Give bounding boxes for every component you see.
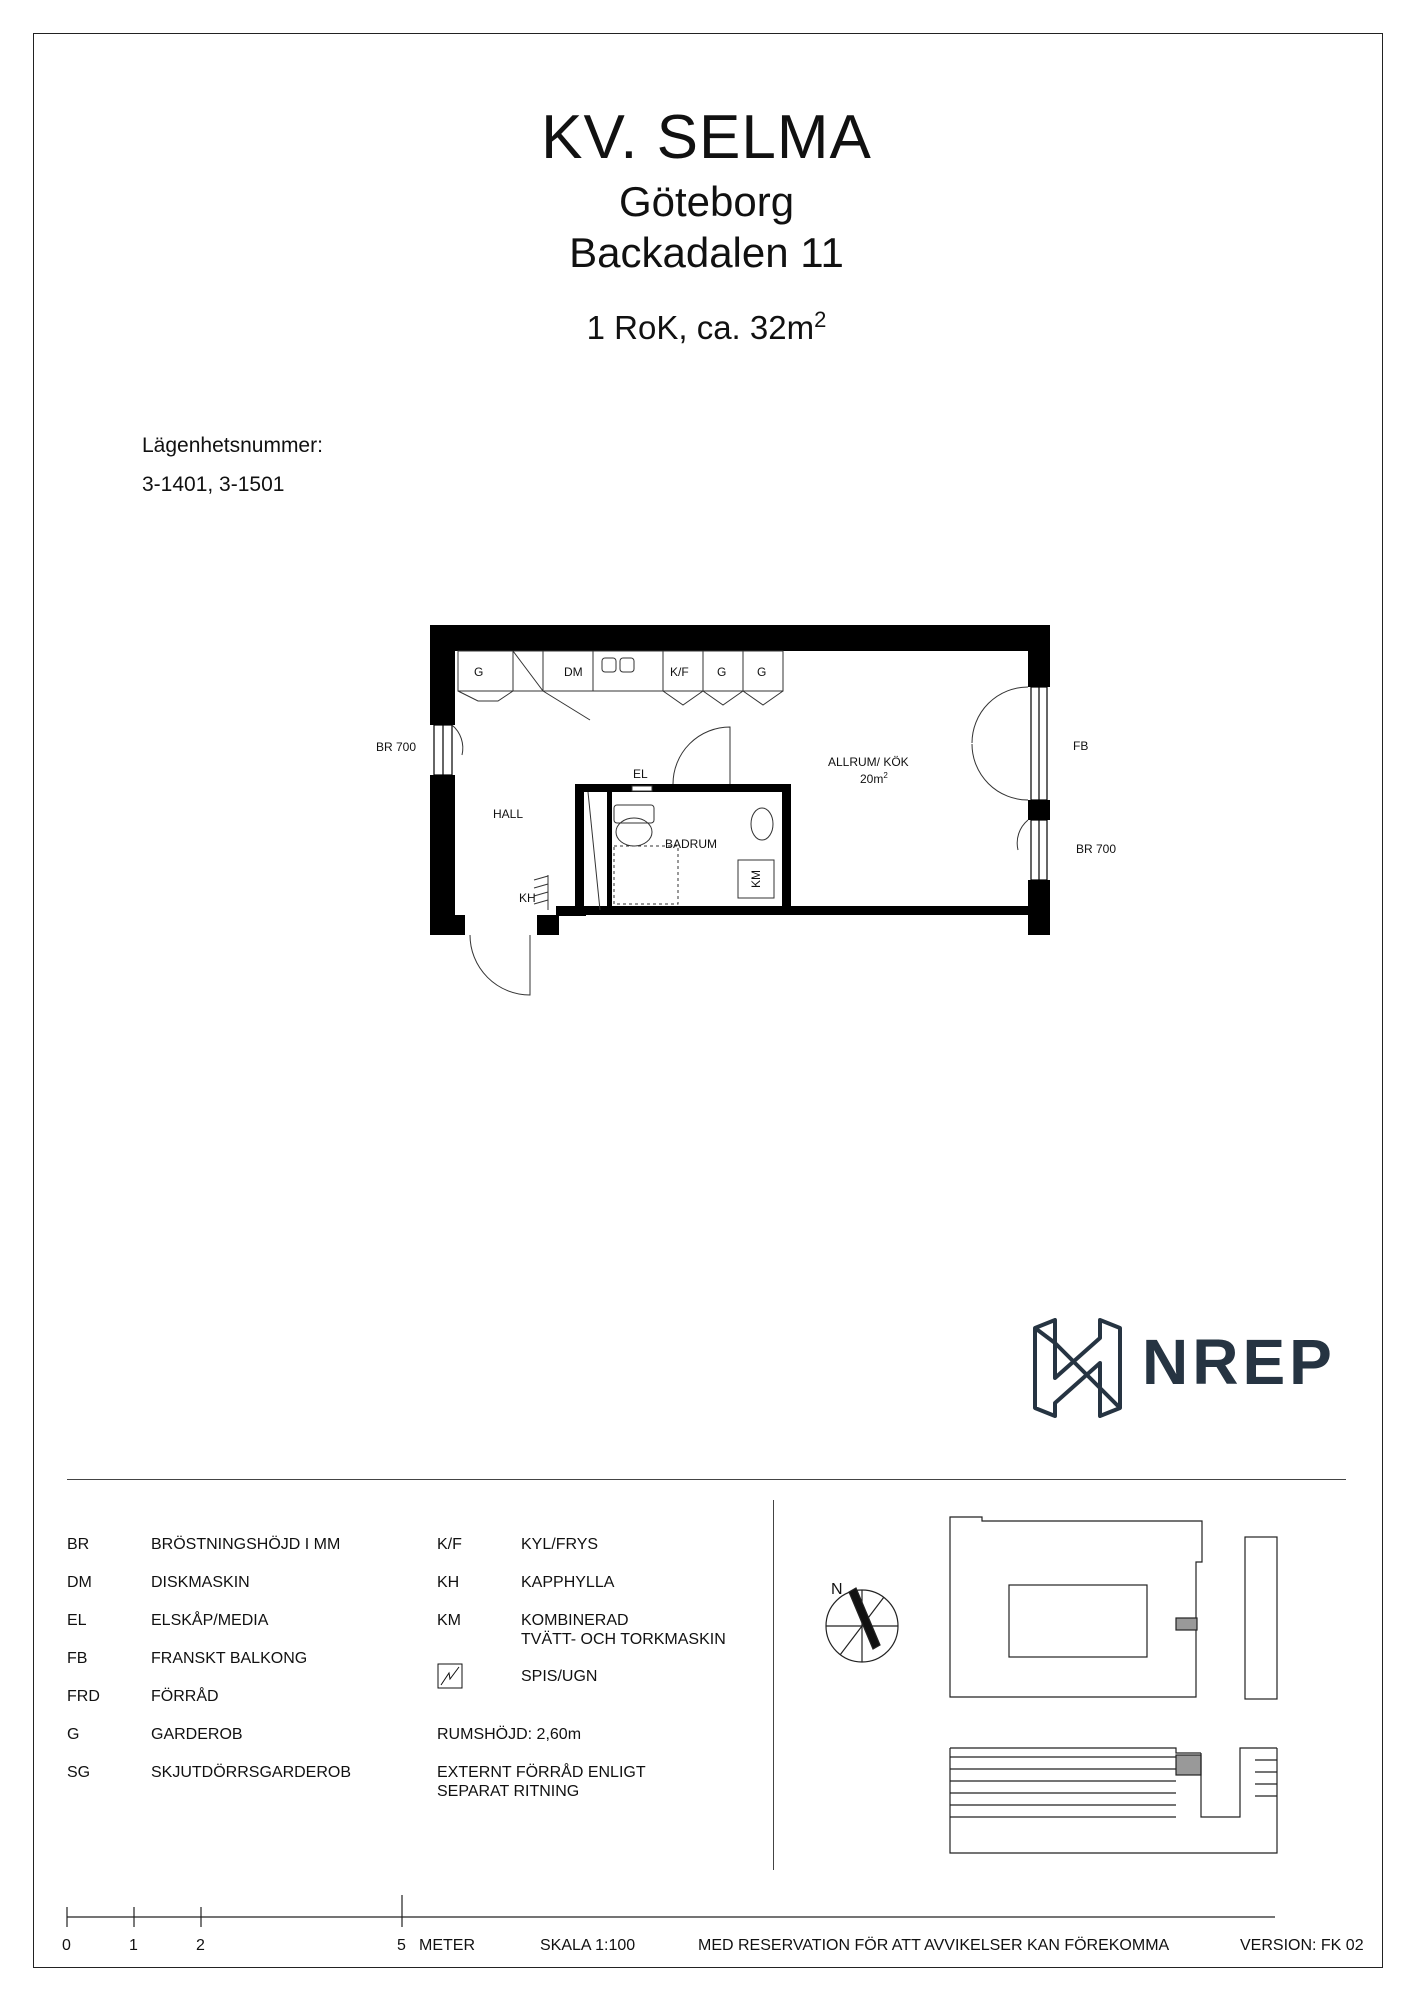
legend-text: TVÄTT- OCH TORKMASKIN xyxy=(521,1631,726,1648)
external-storage-note: EXTERNT FÖRRÅD ENLIGT xyxy=(437,1764,646,1781)
legend-text: KYL/FRYS xyxy=(521,1536,599,1553)
disclaimer: MED RESERVATION FÖR ATT AVVIKELSER KAN FÖREKOMMA xyxy=(698,1937,1170,1954)
site-plan xyxy=(800,1505,1320,1875)
br-right-label: BR 700 xyxy=(1076,842,1117,856)
legend-text: KOMBINERAD xyxy=(521,1612,629,1629)
legend-text: GARDEROB xyxy=(151,1726,243,1743)
legend-text: ELSKÅP/MEDIA xyxy=(151,1612,269,1629)
legend-text: FÖRRÅD xyxy=(151,1688,219,1705)
apartment-number-label: Lägenhetsnummer: xyxy=(142,434,323,457)
bathroom-label: BADRUM xyxy=(665,837,718,851)
external-storage-note: SEPARAT RITNING xyxy=(437,1783,580,1800)
fb-label: FB xyxy=(1073,739,1089,753)
legend-abbr: EL xyxy=(67,1612,87,1629)
legend-abbr: K/F xyxy=(437,1536,462,1553)
wardrobe-label-1: G xyxy=(474,665,484,679)
north-label: N xyxy=(831,1581,843,1598)
br-left-label: BR 700 xyxy=(376,740,417,754)
legend-abbr: FB xyxy=(67,1650,88,1667)
scale-bar xyxy=(60,1893,1300,1933)
city-name: Göteborg xyxy=(618,178,795,225)
km-label: KM xyxy=(749,870,763,888)
wardrobe-label-2: G xyxy=(717,665,727,679)
legend-abbr: KH xyxy=(437,1574,460,1591)
nrep-logo-icon xyxy=(1030,1318,1130,1418)
scale-ratio: SKALA 1:100 xyxy=(540,1937,636,1954)
scale-tick-2: 2 xyxy=(196,1937,205,1954)
fridge-label: K/F xyxy=(670,665,689,679)
hall-label: HALL xyxy=(493,807,524,821)
address: Backadalen 11 xyxy=(569,229,844,276)
footer-divider xyxy=(67,1479,1346,1480)
legend-text: SPIS/UGN xyxy=(521,1668,598,1685)
legend-text: KAPPHYLLA xyxy=(521,1574,615,1591)
legend-abbr: DM xyxy=(67,1574,92,1591)
legend-text: DISKMASKIN xyxy=(151,1574,250,1591)
dishwasher-label: DM xyxy=(564,665,583,679)
scale-tick-0: 0 xyxy=(62,1937,71,1954)
legend-text: FRANSKT BALKONG xyxy=(151,1650,308,1667)
legend-text: BRÖSTNINGSHÖJD I MM xyxy=(151,1536,341,1553)
project-title: KV. SELMA xyxy=(541,103,872,172)
version: VERSION: FK 02 xyxy=(1240,1937,1364,1954)
legend-abbr: G xyxy=(67,1726,80,1743)
ceiling-height: RUMSHÖJD: 2,60m xyxy=(437,1726,582,1743)
el-label: EL xyxy=(633,767,648,781)
legend-abbr: KM xyxy=(437,1612,461,1629)
legend-text: SKJUTDÖRRSGARDEROB xyxy=(151,1764,352,1781)
legend-abbr: BR xyxy=(67,1536,90,1553)
scale-tick-5: 5 xyxy=(397,1937,406,1954)
living-kitchen-area: $20m^2$ xyxy=(860,771,888,786)
kh-label: KH xyxy=(519,891,536,905)
living-kitchen-label: ALLRUM/ KÖK xyxy=(828,755,909,769)
wardrobe-label-3: G xyxy=(757,665,767,679)
stove-icon xyxy=(437,1663,463,1689)
legend-abbr: SG xyxy=(67,1764,91,1781)
legend-divider xyxy=(773,1500,774,1870)
apartment-numbers: 3-1401, 3-1501 xyxy=(142,473,285,496)
legend-abbr: FRD xyxy=(67,1688,100,1705)
scale-unit: METER xyxy=(419,1937,475,1954)
scale-tick-1: 1 xyxy=(129,1937,138,1954)
unit-type: 1 RoK, ca. $32m^2$ xyxy=(586,307,827,346)
nrep-logo-text: NREP xyxy=(1142,1326,1336,1398)
